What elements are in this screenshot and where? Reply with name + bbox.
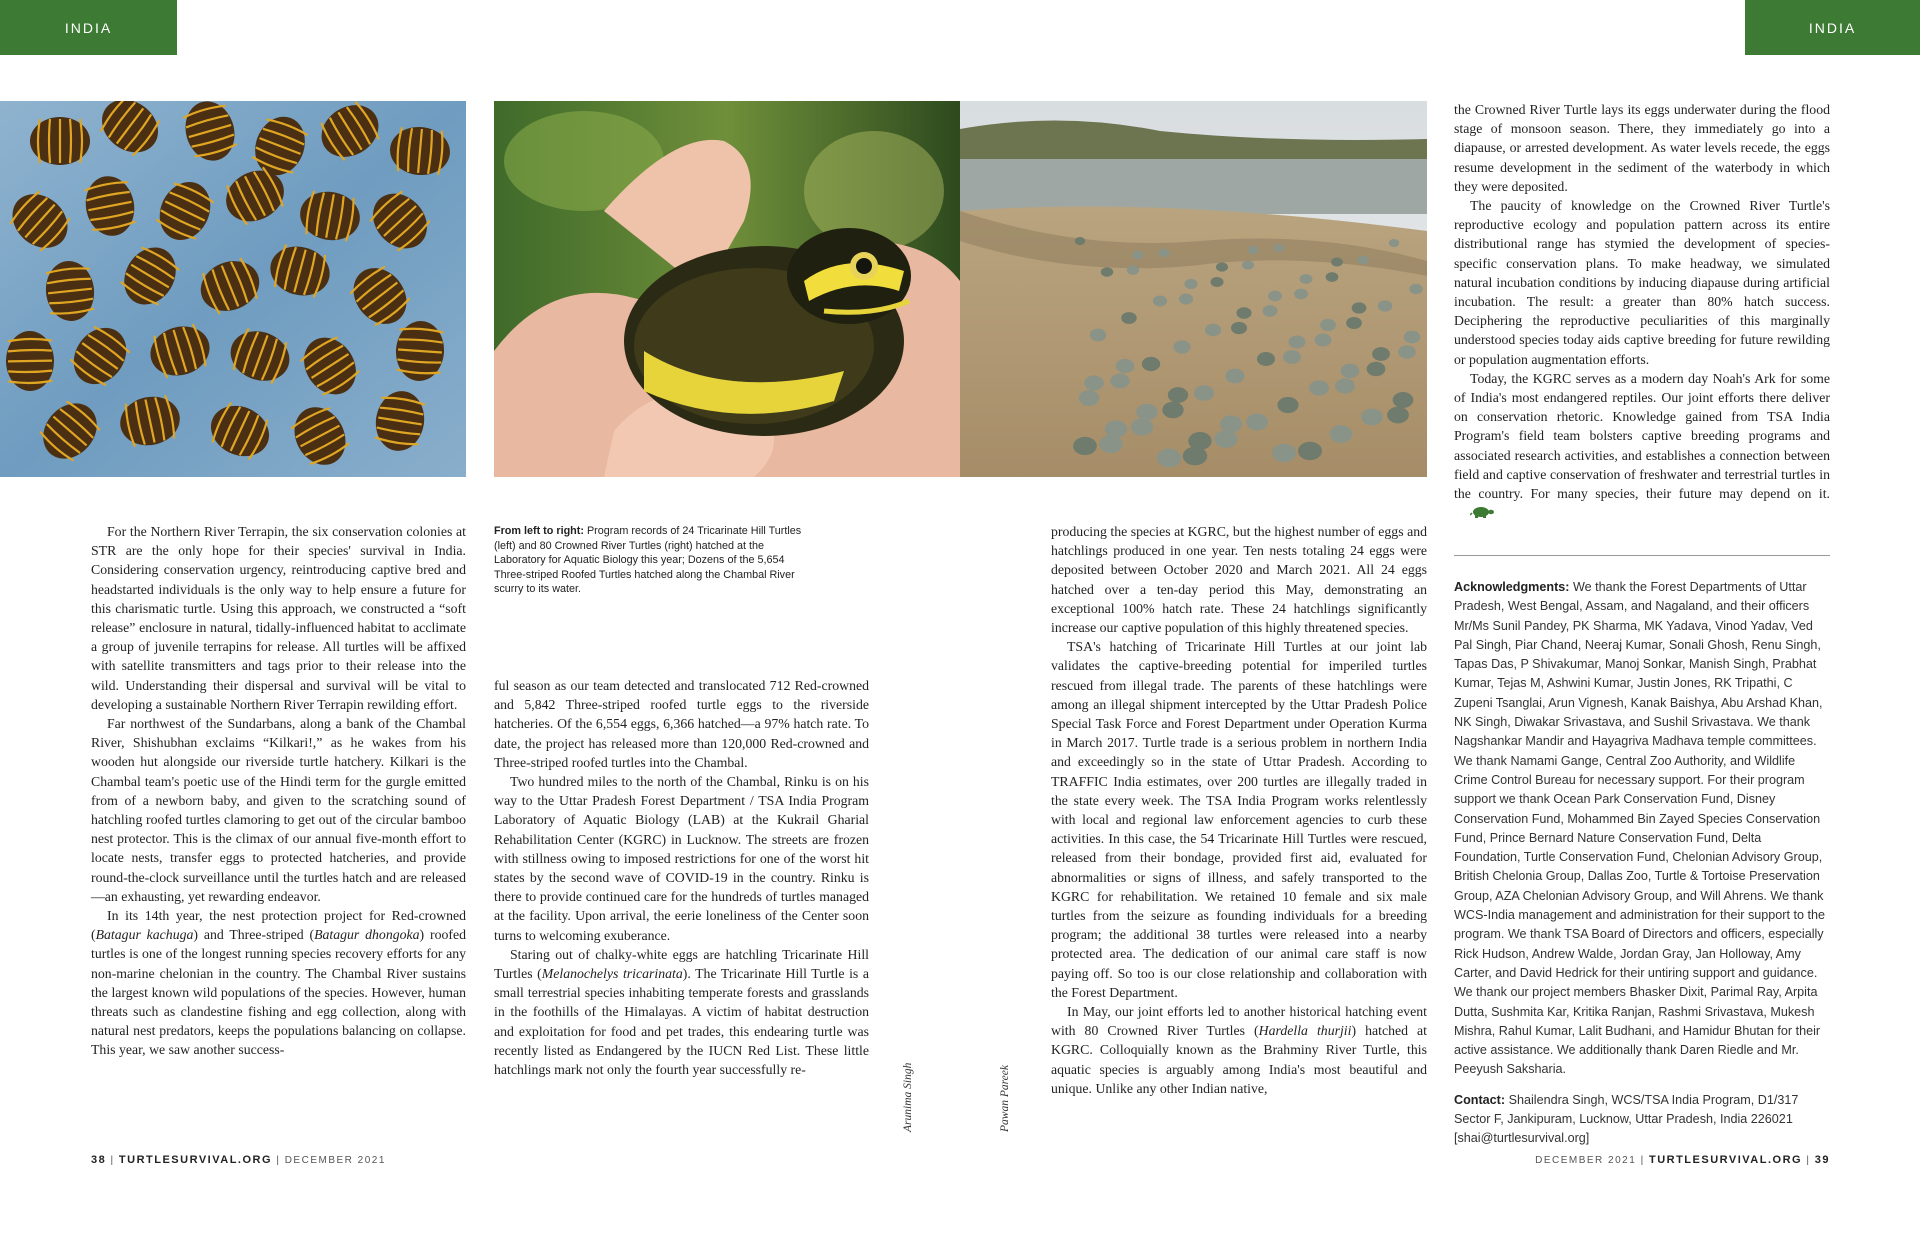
divider (1454, 555, 1830, 556)
paragraph: Two hundred miles to the north of the Chambal, Rinku is on his way to the Uttar Pradesh Forest Department / TSA India Program Laboratory of Aquatic Biology (LAB) at the Kukrail Gharial Rehabilitation Center (KGRC) in Lucknow. The streets are frozen with stillness owing to imposed restrictions for one of the worst hit states by the second wave of COVID-19 in the country. Rinku is there to provide continued care for the hundreds of turtles managed at the facility. Upon arrival, the eerie loneliness of the Center soon turns to welcoming exuberance. (494, 774, 869, 943)
paragraph: Far northwest of the Sundarbans, along a bank of the Chambal River, Shishubhan exclaims “Kilkari!,” as he wakes from his wooden hut alongside our riverside turtle hatchery. Kilkari is the Chambal team's poetic use of the Hindi term for the gurgle emitted from of a newborn baby, and given to the scratching sound of hatchling roofed turtles clamoring to get out of the circular bamboo nest protector. This is the climax of our annual five-month effort to locate nests, transfer eggs to protected hatcheries, and provide round-the-clock surveillance until the turtles hatch and are released—an exhausting, yet rewarding endeavor. (91, 716, 466, 904)
paragraph: Today, the KGRC serves as a modern day Noah's Ark for some of India's most endangered reptiles. Our joint efforts there deliver on conservation rhetoric. Knowledge gained from TSA India Program's field team bolsters captive breeding programs and associated research activities, and establishes a connection between field and captive conservation of freshwater and terrestrial turtles in the country. For many species, their future may depend on it. (1454, 369, 1830, 524)
acknowledgments-block (1454, 578, 1830, 1160)
paragraph: Staring out of chalky-white eggs are hatchling Tricarinate Hill Turtles (Melanochelys tricarinata). The Tricarinate Hill Turtle is a small terrestrial species inhabiting temperate forests and grasslands in the foothills of the Himalayas. A victim of habitat destruction and exploitation for food and pet trades, this endearing turtle was recently listed as Endangered by the IUCN Red List. These little hatchlings mark not only the fourth year successfully re- (494, 946, 869, 1078)
paragraph: In May, our joint efforts led to another historical hatching event with 80 Crowned River Turtles (Hardella thurjii) hatched at KGRC. Colloquially known as the Brahminy River Turtle, this aquatic species is arguably among India's most beautiful and unique. Unlike any other Indian native, (1051, 1004, 1427, 1096)
footer-site: TURTLESURVIVAL.ORG (1648, 1154, 1803, 1166)
paragraph: ful season as our team detected and translocated 712 Red-crowned and 5,842 Three-striped roofed turtle eggs to the riverside hatcheries. Of the 6,554 eggs, 6,366 hatched—a 97% hatch rate. To date, the project has released more than 120,000 Red-crowned and Three-striped roofed turtles into the Chambal. (494, 678, 869, 770)
paragraph: producing the species at KGRC, but the highest number of eggs and hatchlings produced in one year. Ten nests totaling 24 eggs were deposited between October 2020 and March 2021. All 24 eggs hatched over a ten-day period this May, demonstrating an exceptional 100% hatch rate. These 24 hatchlings significantly increase our captive population of this highly threatened species. (1051, 524, 1427, 636)
photo-chambal-river-hatchlings (960, 101, 1427, 477)
photo-caption (494, 524, 804, 597)
caption-lead: From left to right: (494, 525, 584, 537)
paragraph: the Crowned River Turtle lays its eggs underwater during the flood stage of monsoon season. There, they immediately go into a diapause, or arrested development. As water levels recede, the eggs resume development in the sediment of the waterbody in which they were deposited. (1454, 102, 1830, 194)
body-column-4 (1454, 100, 1830, 524)
paragraph: For the Northern River Terrapin, the six conservation colonies at STR are the only hope for their species' survival in India. Considering conservation urgency, reintroducing captive bred and headstarted individuals is the only way to help ensure a future for this charismatic turtle. Using this approach, we constructed a “soft release” enclosure in natural, tidally-influenced habitat to acclimate a group of juvenile terrapins for release. All turtles will be affixed with satellite transmitters and tags prior to their release into the wild. Understanding their dispersal and survival will be vital to developing a sustainable Northern River Terrapin rewilding effort. (91, 524, 466, 712)
page-number: 39 (1814, 1154, 1830, 1166)
body-column-1 (91, 522, 466, 1060)
footer-site: TURTLESURVIVAL.ORG (118, 1154, 273, 1166)
photo-crowned-river-hatchling (494, 101, 960, 477)
footer-date: DECEMBER 2021 (1535, 1155, 1637, 1166)
page-number: 38 (91, 1154, 107, 1166)
photo-credit-1: Arunima Singh (902, 1062, 914, 1132)
footer-left: 38 | TURTLESURVIVAL.ORG | DECEMBER 2021 (91, 1154, 386, 1166)
acknowledgments: Acknowledgments: We thank the Forest Departments of Uttar Pradesh, West Bengal, Assam, and Nagaland, and their officers Mr/Ms Sunil Pandey, PK Sharma, MK Yadava, Vinod Yadav, Ved Pal Singh, Piar Chand, Neeraj Kumar, Sonali Ghosh, Renu Singh, Tapas Das, P Shivakumar, Manoj Sonkar, Manish Singh, Prabhat Kumar, Tejas M, Ashwini Kumar, Justin Jones, RK Tripathi, C Zupeni Tsanglai, Arun Vignesh, Kanak Baishya, Abu Arshad Khan, NK Singh, Diwakar Srivastava, and Sushil Srivastava. We thank Nagshankar Mandir and Hayagriva Madhava temple committees. We thank Namami Gange, Central Zoo Authority, and Wildlife Crime Control Bureau for necessary support. For their program support we thank Ocean Park Conservation Fund, Disney Conservation Fund, Mohammed Bin Zayed Species Conservation Fund, Prince Bernard Nature Conservation Fund, Delta Foundation, Turtle Conservation Fund, Chelonian Advisory Group, British Chelonia Group, Dallas Zoo, Turtle & Tortoise Preservation Group, AZA Chelonian Advisory Group, and Will Ahrens. We thank WCS-India management and administration for their support to the program. We thank TSA Board of Directors and officers, especially Rick Hudson, Andrew Walde, Jordan Gray, Jan Holloway, Amy Carter, and David Hedrick for their untiring support and guidance. We thank our project members Bhasker Dixit, Parimal Ray, Arpita Dutta, Sushmita Kar, Kritika Ranjan, Rashmi Srivastava, Mukesh Mishra, Rahul Kumar, Lalit Budhani, and Hamidur Bhutan for their active assistance. We additionally thank Daren Riedle and Mr. Peeyush Saksharia. (1454, 580, 1826, 1077)
paragraph: In its 14th year, the nest protection project for Red-crowned (Batagur kachuga) and Three-striped (Batagur dhongoka) roofed turtles is one of the longest running species recovery efforts for any non-marine chelonian in the country. The Chambal River sustains the largest known wild populations of the species. However, human threats such as clandestine fishing and egg collection, along with natural nest predators, keeps the populations balancing on collapse. This year, we saw another success- (91, 908, 466, 1058)
contact: Contact: Shailendra Singh, WCS/TSA India Program, D1/317 Sector F, Jankipuram, Lucknow, Uttar Pradesh, India 226021 [shai@turtlesurvival.org] (1454, 1092, 1799, 1146)
section-tab-right: INDIA (1745, 0, 1920, 55)
body-column-2 (494, 676, 869, 1079)
body-column-3 (1051, 522, 1427, 1098)
turtle-icon (1454, 504, 1494, 523)
photo-credit-2: Pawan Pareek (999, 1065, 1011, 1132)
paragraph: TSA's hatching of Tricarinate Hill Turtles at our joint lab validates the captive-breeding potential for imperiled turtles rescued from illegal trade. The parents of these hatchlings were among an illegal shipment intercepted by the Uttar Pradesh Police Special Task Force and Forest Department under Operation Kurma in March 2017. Turtle trade is a serious problem in northern India and exceedingly so in the state of Uttar Pradesh. According to TRAFFIC India estimates, over 200 turtles are illegally traded in the state every week. The TSA India Program works relentlessly with local and regional law enforcement agencies to curb these activities. In this case, the 54 Tricarinate Hill Turtles were rescued, released from their bondage, provided first aid, evaluated for abnormalities or signs of illness, and safely transported to the KGRC for rehabilitation. We retained 10 female and six male turtles from the seizure as founding individuals for a breeding program; the additional 38 turtles were released into a nearby protected area. The dedication of our animal care staff is now paying off. So too is our close relationship and collaboration with the Forest Department. (1051, 639, 1427, 1000)
section-tab-left: INDIA (0, 0, 177, 55)
caption-text: Program records of 24 Tricarinate Hill Turtles (left) and 80 Crowned River Turtles (right) hatched at the Laboratory for Aquatic Biology this year; Dozens of the 5,654 Three-striped Roofed Turtles hatched along the Chambal River scurry to its water. (494, 525, 802, 596)
footer-right: DECEMBER 2021 | TURTLESURVIVAL.ORG | 39 (1535, 1154, 1830, 1166)
photo-tricarinate-hatchlings (0, 101, 466, 477)
footer-date: DECEMBER 2021 (284, 1155, 386, 1166)
paragraph: The paucity of knowledge on the Crowned River Turtle's reproductive ecology and population pattern across its entire distributional range has stymied the development of species-specific conservation plans. To make headway, we simulated natural incubation conditions by inducing diapause during artificial incubation. The result: a greater than 80% hatch success. Deciphering the reproductive peculiarities of this marginally understood species today aids captive breeding for future rewilding or population augmentation efforts. (1454, 198, 1830, 367)
